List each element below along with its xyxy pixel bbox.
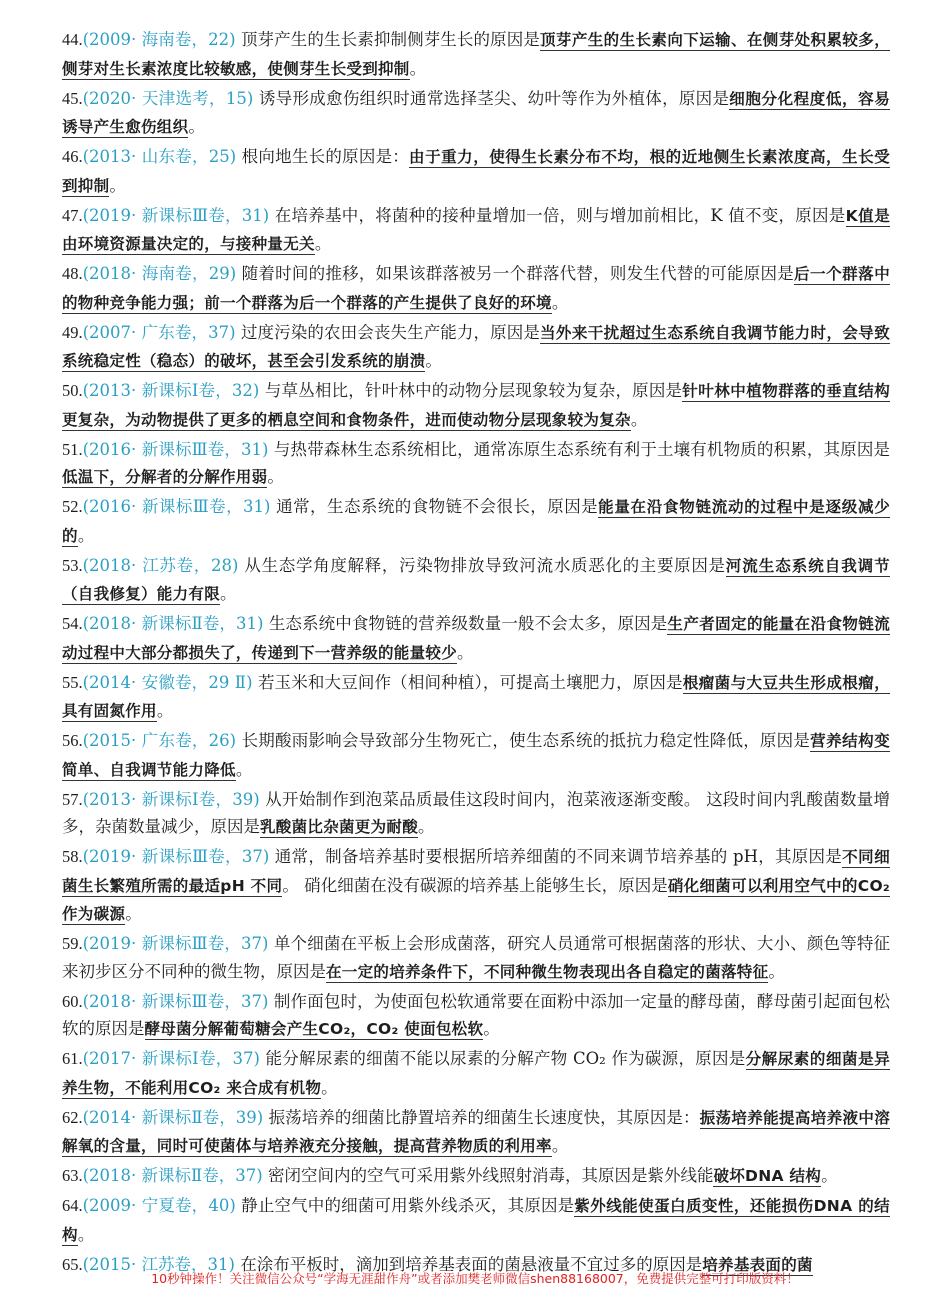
exam-source: (2018· 江苏卷，28) xyxy=(82,555,239,575)
exam-source: (2013· 新课标Ⅰ卷，39) xyxy=(82,789,260,809)
exam-source: (2018· 新课标Ⅱ卷，37) xyxy=(82,1166,263,1185)
exam-source: (2013· 山东卷，25) xyxy=(82,147,237,166)
answer-text: 分解尿素的细菌是异养生物，不能利用CO₂ 来合成有机物 xyxy=(62,1050,890,1097)
answer-text: 振荡培养能提高培养液中溶解氧的含量，同时可使菌体与培养液充分接触，提高营养物质的利用率 xyxy=(62,1108,891,1155)
question-number: 51. xyxy=(62,439,83,459)
answer-text: 顶芽产生的生长素向下运输、在侧芽处积累较多，侧芽对生长素浓度比较敏感，使侧芽生长受到抑制 xyxy=(62,31,891,78)
answer-text: K值是由环境资源量决定的，与接种量无关 xyxy=(62,206,891,253)
question-text: 。 xyxy=(267,467,284,486)
answer-text: 能量在沿食物链流动的过程中是逐级减少的 xyxy=(62,498,890,545)
question-number: 56. xyxy=(62,731,83,750)
question-text: 。 xyxy=(483,1019,500,1038)
exam-source: (2018· 新课标Ⅲ卷，37) xyxy=(82,991,269,1011)
question-text: 。 xyxy=(125,904,142,923)
exam-source: (2009· 宁夏卷，40) xyxy=(82,1196,236,1215)
question-number: 48. xyxy=(62,264,83,283)
answer-text: 培养基表面的菌 xyxy=(702,1255,813,1274)
question-text: 通常，制备培养基时要根据所培养细菌的不同来调节培养基的 pH，其原因是 xyxy=(274,847,843,866)
answer-text: 后一个群落中的物种竞争能力强；前一个群落为后一个群落的产生提供了良好的环境 xyxy=(62,265,890,312)
question-text: 制作面包时，为使面包松软通常要在面粉中添加一定量的酵母菌，酵母菌引起面包松软的原因是 xyxy=(62,991,891,1038)
question-item xyxy=(62,669,890,726)
question-text: 。 xyxy=(551,1136,569,1155)
question-item xyxy=(62,26,890,83)
answer-text: 根瘤菌与大豆共生形成根瘤，具有固氮作用 xyxy=(62,673,891,720)
question-text: 。 xyxy=(321,1077,338,1097)
exam-source: (2018· 新课标Ⅱ卷，31) xyxy=(82,614,264,633)
question-item xyxy=(62,1045,890,1102)
question-number: 61. xyxy=(62,1049,83,1068)
question-number: 63. xyxy=(62,1166,83,1185)
question-number: 60. xyxy=(62,991,83,1011)
question-text: 密闭空间内的空气可采用紫外线照射消毒，其原因是紫外线能 xyxy=(267,1166,714,1185)
question-text: 静止空气中的细菌可用紫外线杀灭，其原因是 xyxy=(241,1196,575,1215)
question-item xyxy=(62,610,890,667)
answer-text: 由于重力，使得生长素分布不均，根的近地侧生长素浓度高，生长受到抑制 xyxy=(62,148,890,195)
question-number: 62. xyxy=(62,1107,83,1127)
exam-source: (2014· 新课标Ⅱ卷，39) xyxy=(82,1107,264,1127)
question-text: 。 xyxy=(821,1166,838,1185)
exam-source: (2019· 新课标Ⅲ卷，31) xyxy=(82,205,270,225)
question-text: 。 xyxy=(768,961,785,981)
question-item xyxy=(62,1104,890,1161)
question-text: 。 xyxy=(235,759,253,779)
question-item xyxy=(62,727,890,784)
answer-text: 河流生态系统自我调节（自我修复）能力有限 xyxy=(62,556,890,603)
question-text: 若玉米和大豆间作（相间种植），可提高土壤肥力，原因是 xyxy=(257,672,683,692)
question-item xyxy=(62,436,890,492)
question-number: 54. xyxy=(62,614,83,633)
question-text: 。 硝化细菌在没有碳源的培养基上能够生长，原因是 xyxy=(282,875,668,895)
exam-source: (2009· 海南卷，22) xyxy=(82,30,236,49)
answer-text: 细胞分化程度低，容易诱导产生愈伤组织 xyxy=(62,89,890,136)
exam-source: (2015· 江苏卷，31) xyxy=(82,1254,235,1274)
exam-source: (2019· 新课标Ⅲ卷，37) xyxy=(82,847,270,866)
question-text: 。 xyxy=(418,817,435,836)
question-text: 生态系统中食物链的营养级数量一般不会太多，原因是 xyxy=(268,614,668,633)
question-text: 。 xyxy=(109,175,126,195)
exam-source: (2018· 海南卷，29) xyxy=(82,264,237,283)
question-item xyxy=(62,1192,890,1249)
question-text: 过度污染的农田会丧失生产能力，原因是 xyxy=(240,322,540,342)
answer-text: 酵母菌分解葡萄糖会产生CO₂，CO₂ 使面包松软 xyxy=(144,1020,484,1038)
question-text: 。 xyxy=(156,701,174,720)
exam-source: (2016· 新课标Ⅲ卷，31) xyxy=(82,439,269,459)
exam-source: (2014· 安徽卷，29 Ⅱ) xyxy=(82,672,253,692)
question-text: 在涂布平板时，滴加到培养基表面的菌悬液量不宜过多的原因是 xyxy=(240,1254,703,1274)
question-text: 。 xyxy=(188,117,205,136)
question-number: 46. xyxy=(62,147,83,166)
answer-text: 破坏DNA 结构 xyxy=(713,1167,822,1185)
question-number: 52. xyxy=(62,497,83,516)
question-number: 50. xyxy=(62,381,83,400)
answer-text: 针叶林中植物群落的垂直结构更复杂，为动物提供了更多的栖息空间和食物条件，进而使动物分层现象较为复杂 xyxy=(62,382,891,429)
exam-source: (2020· 天津选考，15) xyxy=(82,88,254,108)
question-text: 顶芽产生的生长素抑制侧芽生长的原因是 xyxy=(240,30,540,49)
question-item xyxy=(62,319,890,376)
question-item xyxy=(62,493,890,550)
question-text: 。 xyxy=(425,351,442,370)
question-text: 诱导形成愈伤组织时通常选择茎尖、幼叶等作为外植体，原因是 xyxy=(258,88,730,108)
question-number: 53. xyxy=(62,555,83,575)
question-item xyxy=(62,143,890,200)
question-number: 49. xyxy=(62,322,83,342)
answer-text: 低温下，分解者的分解作用弱 xyxy=(62,468,268,486)
question-item xyxy=(62,1162,890,1191)
question-text: 。 xyxy=(409,58,427,78)
question-list xyxy=(62,26,890,1281)
answer-text: 硝化细菌可以利用空气中的CO₂ 作为碳源 xyxy=(62,876,891,923)
exam-source: (2013· 新课标Ⅰ卷，32) xyxy=(82,381,260,400)
question-text: 长期酸雨影响会导致部分生物死亡，使生态系统的抵抗力稳定性降低，原因是 xyxy=(241,731,811,750)
answer-text: 紫外线能使蛋白质变性，还能损伤DNA 的结构 xyxy=(62,1197,890,1244)
question-text: 。 xyxy=(551,292,569,312)
answer-text: 在一定的培养条件下，不同种微生物表现出各自稳定的菌落特征 xyxy=(326,962,769,981)
answer-text: 乳酸菌比杂菌更为耐酸 xyxy=(260,818,419,836)
answer-text: 当外来干扰超过生态系统自我调节能力时，会导致系统稳定性（稳态）的破坏，甚至会引发系统的崩溃 xyxy=(62,323,891,370)
question-text: 在培养基中，将菌种的接种量增加一倍，则与增加前相比，K 值不变，原因是 xyxy=(274,205,846,225)
exam-source: (2019· 新课标Ⅲ卷，37) xyxy=(82,934,269,953)
question-item xyxy=(62,930,890,986)
question-text: 。 xyxy=(457,642,474,662)
question-number: 64. xyxy=(62,1196,83,1215)
question-text: 。 xyxy=(630,409,648,429)
question-number: 65. xyxy=(62,1254,83,1274)
question-number: 44. xyxy=(62,30,83,49)
question-text: 单个细菌在平板上会形成菌落，研究人员通常可根据菌落的形状、大小、颜色等特征来初步区分不同种的微生物，原因是 xyxy=(62,934,891,981)
question-text: 随着时间的推移，如果该群落被另一个群落代替，则发生代替的可能原因是 xyxy=(241,264,794,283)
question-item xyxy=(62,988,890,1044)
question-item xyxy=(62,377,890,434)
question-text: 与热带森林生态系统相比，通常冻原生态系统有利于土壤有机物质的积累，其原因是 xyxy=(273,439,891,459)
question-text: 根向地生长的原因是： xyxy=(241,147,410,166)
question-number: 59. xyxy=(62,934,83,953)
question-item xyxy=(62,786,890,842)
question-item xyxy=(62,260,890,317)
promo-footer: 10秒钟操作！关注微信公众号“学海无涯甜作舟”或者添加樊老师微信shen88168007，免费提供完整可打印版资料！ xyxy=(151,1271,799,1286)
question-text: 与草丛相比，针叶林中的动物分层现象较为复杂，原因是 xyxy=(264,381,683,400)
exam-source: (2015· 广东卷，26) xyxy=(82,731,237,750)
question-number: 55. xyxy=(62,672,83,692)
question-text: 。 xyxy=(77,525,95,545)
question-item xyxy=(62,202,890,259)
question-item xyxy=(62,552,890,609)
answer-text: 不同细菌生长繁殖所需的最适pH 不同 xyxy=(62,848,890,895)
question-text: 从生态学角度解释，污染物排放导致河流水质恶化的主要原因是 xyxy=(244,555,726,575)
question-text: 振荡培养的细菌比静置培养的细菌生长速度快，其原因是： xyxy=(268,1107,700,1127)
exam-source: (2017· 新课标Ⅰ卷，37) xyxy=(82,1049,260,1068)
exam-source: (2007· 广东卷，37) xyxy=(82,322,236,342)
question-text: 。 xyxy=(220,584,237,603)
question-item xyxy=(62,85,890,142)
question-text: 。 xyxy=(314,234,332,253)
question-number: 47. xyxy=(62,205,83,225)
answer-text: 生产者固定的能量在沿食物链流动过程中大部分都损失了，传递到下一营养级的能量较少 xyxy=(62,615,891,662)
exam-source: (2016· 新课标Ⅲ卷，31) xyxy=(82,497,271,516)
question-number: 58. xyxy=(62,847,83,866)
question-text: 。 xyxy=(77,1224,95,1244)
answer-text: 营养结构变简单、自我调节能力降低 xyxy=(62,732,890,779)
question-text: 通常，生态系统的食物链不会很长，原因是 xyxy=(276,497,599,516)
question-number: 45. xyxy=(62,88,83,108)
question-item xyxy=(62,843,890,929)
question-text: 从开始制作到泡菜品质最佳这段时间内，泡菜液逐渐变酸。 这段时间内乳酸菌数量增多，杂菌数量减少，原因是 xyxy=(62,789,891,836)
question-text: 能分解尿素的细菌不能以尿素的分解产物 CO₂ 作为碳源，原因是 xyxy=(265,1049,746,1068)
question-number: 57. xyxy=(62,789,83,809)
